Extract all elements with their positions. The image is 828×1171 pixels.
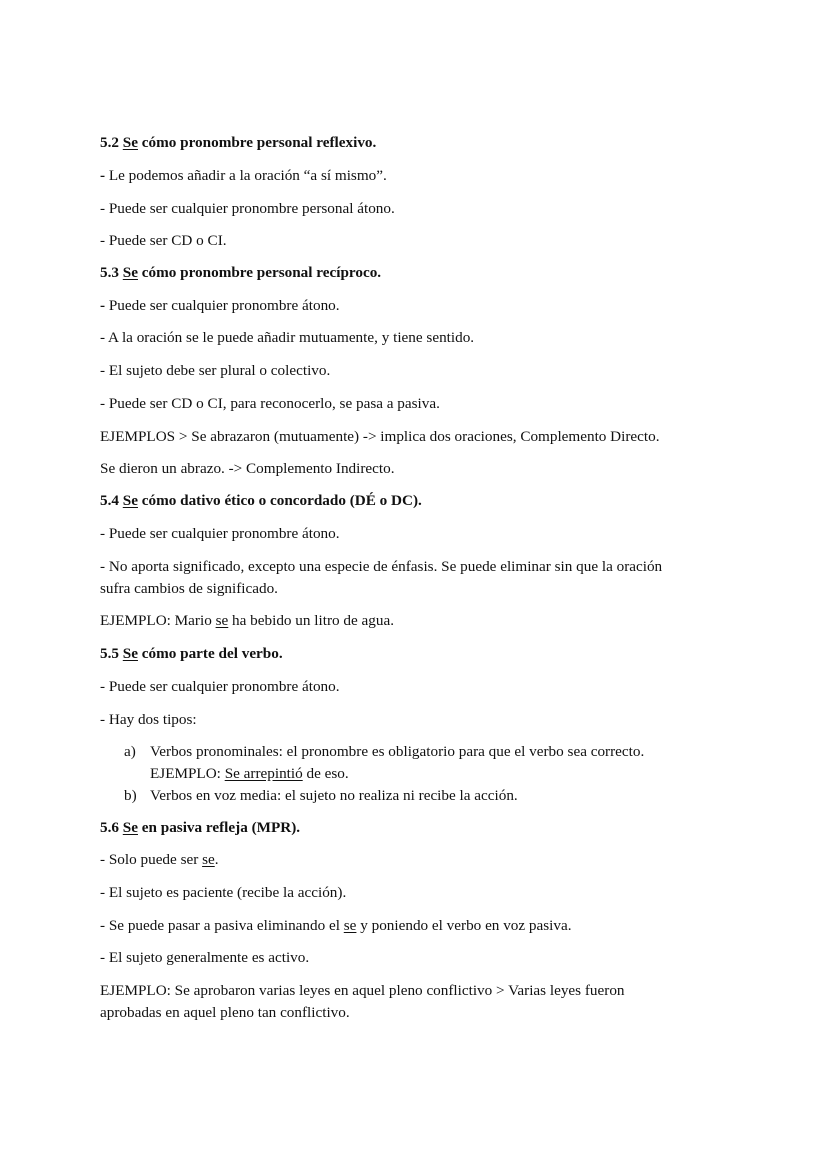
example-prefix: EJEMPLO: [150, 765, 225, 782]
heading-number: 5.2 [100, 134, 123, 151]
bullet-5-3-2: - A la oración se le puede añadir mutuamente, y tiene sentido. [100, 329, 475, 346]
heading-5-2 [100, 134, 376, 152]
example-se: se [215, 612, 229, 629]
bullet-5-3-1 [100, 297, 340, 315]
heading-text: en pasiva refleja (MPR). [137, 819, 301, 836]
heading-number: 5.5 [100, 645, 123, 662]
heading-text: cómo parte del verbo. [137, 645, 283, 662]
bullet-text: Le podemos añadir a la oración “a sí mismo”. [105, 167, 387, 184]
bullet-text: Puede ser cualquier pronombre átono. [105, 297, 340, 314]
list-item-b-text: Verbos en voz media: el sujeto no realiza ni recibe la acción. [150, 787, 518, 804]
heading-5-4 [100, 492, 422, 510]
heading-se: Se [122, 819, 138, 836]
bullet-5-6-2: - El sujeto es paciente (recibe la acción). [100, 884, 347, 901]
list-item-a-text: Verbos pronominales: el pronombre es obligatorio para que el verbo sea correcto. [150, 743, 645, 760]
bullet-suffix: . [214, 851, 219, 868]
example-prefix: EJEMPLO: Mario [100, 612, 216, 629]
heading-number: 5.4 [100, 492, 123, 509]
bullet-se: se [343, 917, 357, 934]
heading-se: Se [122, 264, 138, 281]
bullet-5-2-3: - Puede ser CD o CI. [100, 232, 227, 249]
bullet-se: se [202, 851, 215, 868]
heading-text: cómo pronombre personal reflexivo. [137, 134, 377, 151]
heading-number: 5.6 [100, 819, 123, 836]
example-5-4 [100, 612, 394, 630]
list-marker-b: b) [124, 787, 137, 804]
heading-se: Se [122, 134, 138, 151]
bullet-5-4-2-line1: - No aporta significado, excepto una especie de énfasis. Se puede eliminar sin que la oración [100, 558, 663, 575]
bullet-5-2-2: - Puede ser cualquier pronombre personal átono. [100, 200, 395, 217]
heading-se: Se [122, 645, 138, 662]
bullet-5-2-1 [100, 167, 387, 185]
heading-5-5 [100, 645, 283, 663]
list-item-a-example [150, 765, 349, 783]
heading-text: cómo pronombre personal recíproco. [137, 264, 382, 281]
bullet-5-3-3: - El sujeto debe ser plural o colectivo. [100, 362, 331, 379]
bullet-5-6-1 [100, 851, 219, 869]
heading-5-6 [100, 819, 300, 837]
bullet-5-4-2-line2: sufra cambios de significado. [100, 580, 278, 597]
heading-number: 5.3 [100, 264, 123, 281]
heading-se: Se [122, 492, 138, 509]
example-5-3-2: Se dieron un abrazo. -> Complemento Indirecto. [100, 460, 395, 477]
example-suffix: de eso. [302, 765, 349, 782]
bullet-5-6-3 [100, 917, 572, 935]
bullet-5-4-1: - Puede ser cualquier pronombre átono. [100, 525, 340, 542]
heading-text: cómo dativo ético o concordado (DÉ o DC). [137, 492, 422, 509]
example-5-6-line2: aprobadas en aquel pleno tan conflictivo. [100, 1004, 350, 1021]
example-5-6-line1: EJEMPLO: Se aprobaron varias leyes en aquel pleno conflictivo > Varias leyes fueron [100, 982, 625, 999]
example-underlined: Se arrepintió [224, 765, 303, 782]
bullet-prefix: - Solo puede ser [100, 851, 203, 868]
bullet-5-5-2: - Hay dos tipos: [100, 711, 197, 728]
example-suffix: ha bebido un litro de agua. [228, 612, 394, 629]
heading-5-3 [100, 264, 381, 282]
bullet-dash: - [100, 167, 106, 184]
bullet-prefix: - Se puede pasar a pasiva eliminando el [100, 917, 344, 934]
bullet-suffix: y poniendo el verbo en voz pasiva. [356, 917, 572, 934]
bullet-5-3-4: - Puede ser CD o CI, para reconocerlo, se pasa a pasiva. [100, 395, 440, 412]
bullet-5-5-1: - Puede ser cualquier pronombre átono. [100, 678, 340, 695]
list-marker-a: a) [124, 743, 136, 760]
bullet-dash: - [100, 297, 106, 314]
bullet-5-6-4: - El sujeto generalmente es activo. [100, 949, 310, 966]
example-5-3-1: EJEMPLOS > Se abrazaron (mutuamente) -> implica dos oraciones, Complemento Directo. [100, 428, 660, 445]
